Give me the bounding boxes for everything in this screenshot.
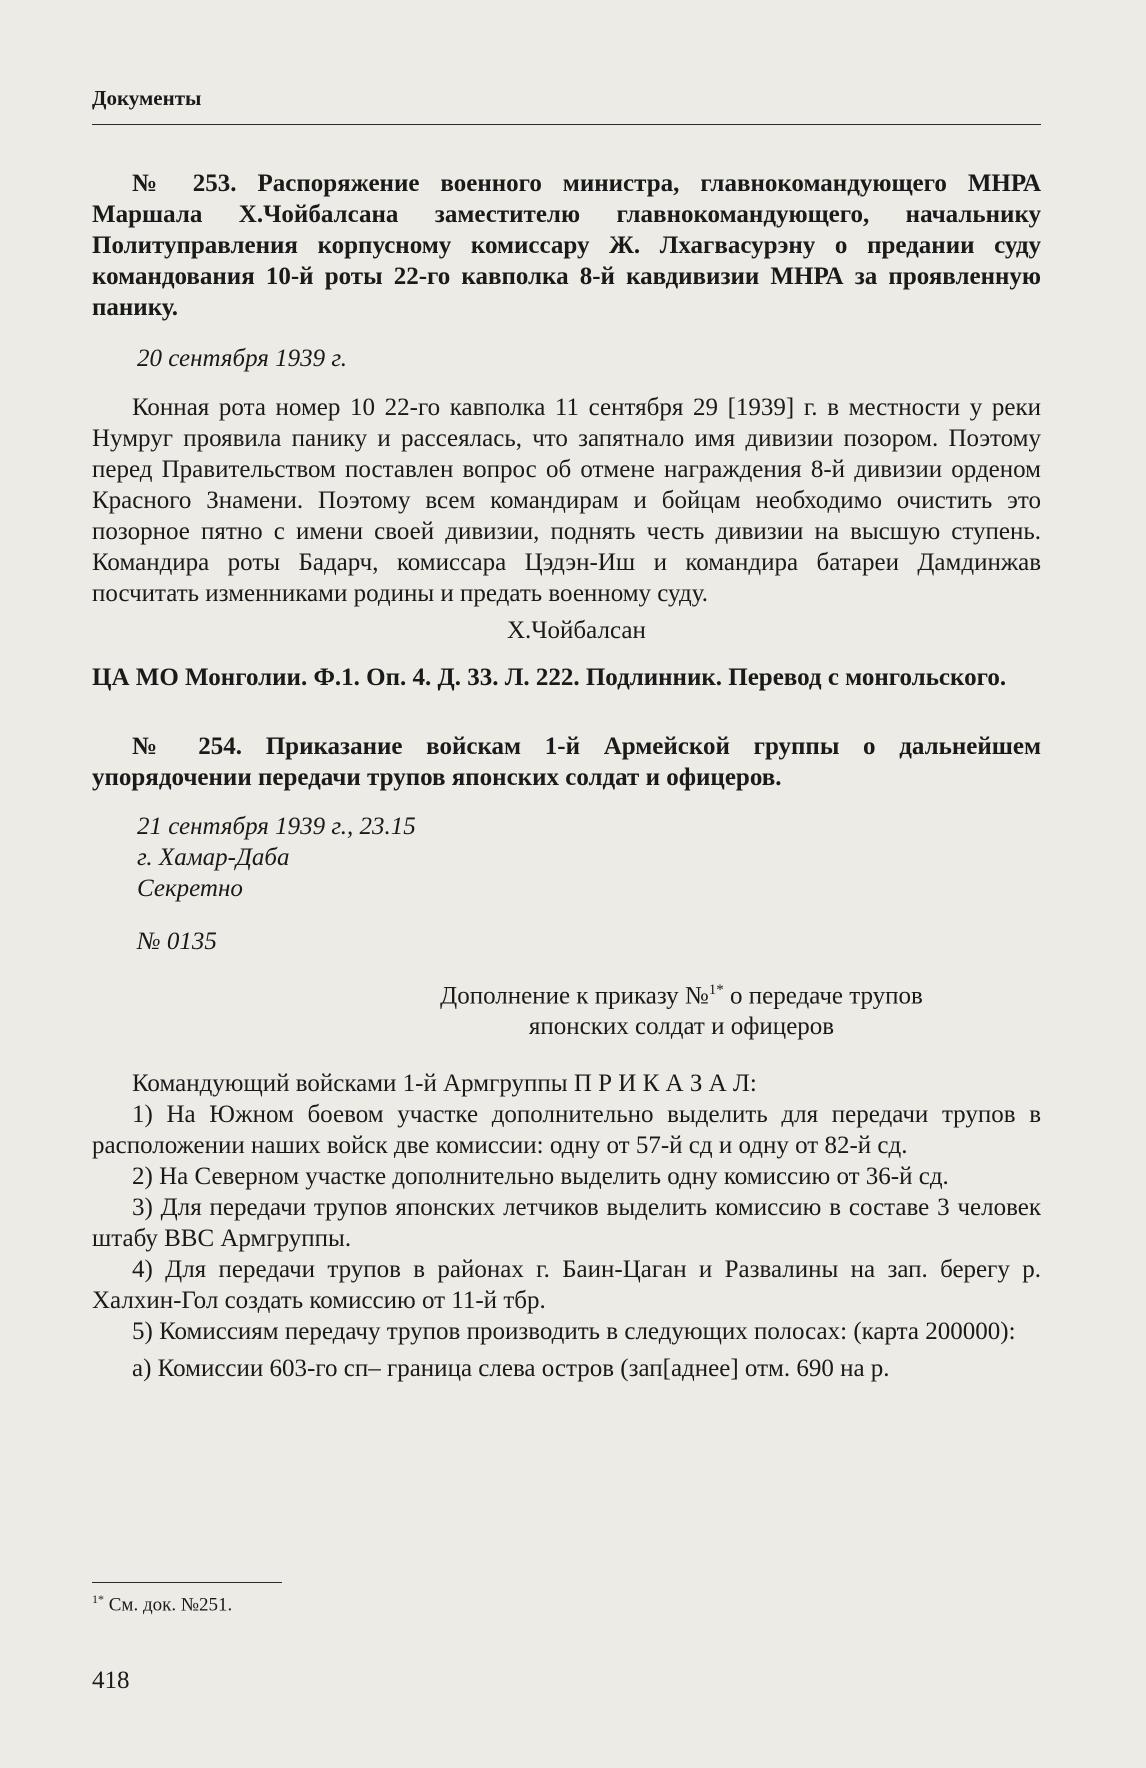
doc253-date: 20 сентября 1939 г. <box>137 345 348 372</box>
doc254-item-2: 2) На Северном участке дополнительно выделить одну комиссию от 36-й сд. <box>132 1163 949 1191</box>
header-rule <box>92 124 1041 125</box>
doc254-item-5a: а) Комиссии 603-го сп– граница слева остров (зап[аднее] отм. 690 на р. <box>132 1355 890 1383</box>
footnote <box>92 1592 232 1616</box>
page-content <box>92 168 1041 1384</box>
doc254-intro: Командующий войсками 1-й Армгруппы П Р И К А З А Л: <box>132 1070 757 1098</box>
footnote-rule <box>92 1582 282 1583</box>
doc254-item-3: 3) Для передачи трупов японских летчиков выделить комиссию в составе 3 человек штабу ВВС Армгруппы. <box>92 1194 1041 1253</box>
page-number: 418 <box>92 1667 130 1694</box>
running-head: Документы <box>92 86 202 110</box>
doc254-number: № 0135 <box>137 928 217 955</box>
doc253-body: Конная рота номер 10 22-го кавполка 11 сентября 29 [1939] г. в местности у реки Нумруг проявила панику и рассеялась, что запятнало имя дивизии позором. Поэтому перед Правительством поставлен вопрос об отмене награждения 8-й дивизии орденом Красного Знамени. Поэтому всем командирам и бойцам необходимо очистить это позорное пятно с имени своей дивизии, поднять честь дивизии на высшую ступень. Командира роты Бадарч, комиссара Цэдэн-Иш и командира батареи Дамдинжав посчитать изменниками родины и предать военному суду. <box>92 394 1041 607</box>
footnote-ref: 1* <box>708 982 724 998</box>
subtitle-text-b: о передаче трупов <box>723 982 923 1010</box>
footnote-marker: 1* <box>92 1592 104 1606</box>
doc254-item-5: 5) Комиссиям передачу трупов производить в следующих полосах: (карта 200000): <box>132 1318 1016 1346</box>
doc254-item-4: 4) Для передачи трупов в районах г. Баин-Цаган и Развалины на зап. берегу р. Халхин-Гол создать комиссию от 11-й тбр. <box>92 1256 1041 1315</box>
doc253-title: № 253. Распоряжение военного министра, главнокомандующего МНРА Маршала Х.Чойбалсана заместителю главнокомандующего, начальнику Политуправления корпусному комиссару Ж. Лхагвасурэну о предании суду командования 10-й роты 22-го кавполка 8-й кавдивизии МНРА за проявленную панику. <box>92 170 1041 321</box>
doc254-subtitle-line2: японских солдат и офицеров <box>528 1013 835 1041</box>
doc254-place: г. Хамар-Даба <box>137 844 290 871</box>
doc254-title: № 254. Приказание войскам 1-й Армейской группы о дальнейшем упорядочении передачи трупов японских солдат и офицеров. <box>92 733 1041 791</box>
doc254-item-1: 1) На Южном боевом участке дополнительно выделить для передачи трупов в расположении наших войск две комиссии: одну от 57-й сд и одну от 82-й сд. <box>92 1101 1041 1160</box>
doc254-date: 21 сентября 1939 г., 23.15 <box>137 813 416 840</box>
footnote-text: См. док. №251. <box>104 1594 233 1616</box>
doc253-archive-reference: ЦА МО Монголии. Ф.1. Оп. 4. Д. 33. Л. 222. Подлинник. Перевод с монгольского. <box>92 664 1007 691</box>
doc254-classification: Секретно <box>137 875 243 902</box>
doc253-signature: Х.Чойбалсан <box>507 617 646 644</box>
doc254-subtitle-line1 <box>92 975 1041 1011</box>
subtitle-text-a: Дополнение к приказу № <box>440 982 709 1010</box>
